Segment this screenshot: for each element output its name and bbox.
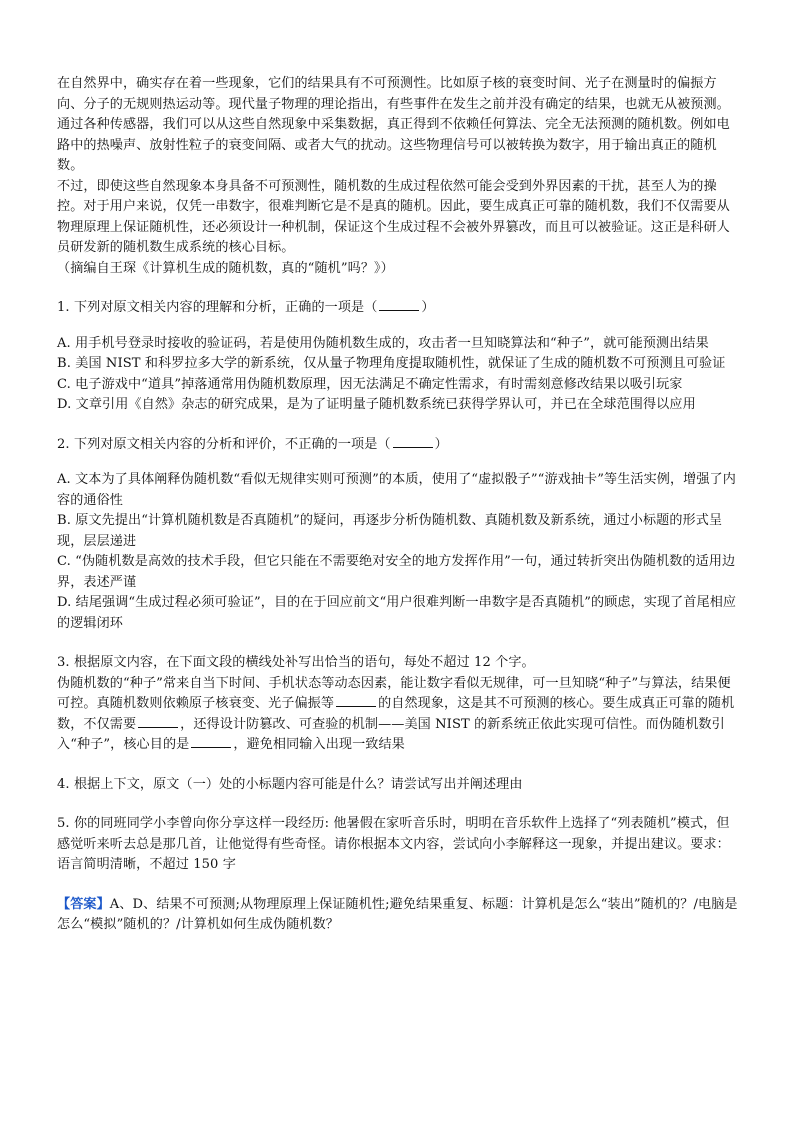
question-2-stem-text: 2. 下列对原文相关内容的分析和评价，不正确的一项是（	[57, 436, 391, 452]
passage-paragraph-2: 不过，即使这些自然现象本身具备不可预测性，随机数的生成过程依然可能会受到外界因素的干扰，甚至人为的操控。对于用户来说，仅凭一串数字，很难判断它是不是真的随机。因此，要生成真正可靠的随机数，我们不仅需要从物理原理上保证随机性，还必须设计一种机制，保证这个生成过程不会被外界篡改，而且可以被验证。这正是科研人员研发新的随机数生成系统的核心目标。	[57, 178, 730, 255]
fill-blank-2	[138, 715, 178, 728]
question-3-text-part-2: 的自然现象，这是其不可预测的核心。要生成真正可靠的随机数，不仅需要	[57, 696, 735, 732]
answer-tag: 【答案】	[57, 896, 110, 912]
question-1-stem	[57, 298, 741, 319]
question-3-stem: 3. 根据原文内容，在下面文段的横线处补写出恰当的语句，每处不超过 12 个字。	[57, 655, 535, 670]
question-1-option-d: D. 文章引用《自然》杂志的研究成果，是为了证明量子随机数系统已获得学界认可，并已在全球范围得以应用	[57, 397, 696, 412]
fill-blank-3	[191, 735, 231, 748]
answer-block	[57, 895, 741, 936]
question-2-stem-end: ）	[434, 436, 448, 452]
question-1-stem-text: 1. 下列对原文相关内容的理解和分析，正确的一项是（	[57, 300, 378, 315]
answer-blank	[393, 435, 433, 448]
question-1-option-c: C. 电子游戏中“道具”掉落通常用伪随机数原理，因无法满足不确定性需求，有时需刻意修改结果以吸引玩家	[57, 376, 683, 392]
question-1-option-a: A. 用手机号登录时接收的验证码，若是使用伪随机数生成的，攻击者一旦知晓算法和“种子”，就可能预测出结果	[57, 335, 709, 351]
question-3-fill-text	[57, 674, 741, 756]
question-3-text-part-3: ，还得设计防篡改、可查验的机制——美国 NIST 的新系统正依此实现可信性。而伪随机数引入“种子”，核心目的是	[57, 716, 725, 752]
question-3-text-part-4: ，避免相同输入出现一致结果	[233, 737, 405, 752]
question-2-stem	[57, 435, 741, 456]
question-4-stem: 4. 根据上下文，原文（一）处的小标题内容可能是什么？请尝试写出并阐述理由	[57, 776, 523, 792]
question-3-text-part-1: 伪随机数的“种子”常来自当下时间、手机状态等动态因素，能让数字看似无规律，可一旦知晓“种子”与算法，结果便可控。真随机数则依赖原子核衰变、光子偏振等	[57, 675, 731, 711]
question-5-stem: 5. 你的同班同学小李曾向你分享这样一段经历: 他暑假在家听音乐时，明明在音乐软件上选择了“列表随机”模式，但感觉听来听去总是那几首，让他觉得有些奇怪。请你根据本文内容，尝试向小李解释这一现象，并提出建议。要求：语言简明清晰，不超过 150 字	[57, 816, 730, 872]
question-2-option-a: A. 文本为了具体阐释伪随机数“看似无规律实则可预测”的本质，使用了“虚拟骰子”“游戏抽卡”等生活实例，增强了内容的通俗性	[57, 472, 736, 508]
answer-blank	[379, 298, 419, 311]
question-2-option-b: B. 原文先提出“计算机随机数是否真随机”的疑问，再逐步分析伪随机数、真随机数及新系统，通过小标题的形式呈现，层层递进	[57, 513, 723, 549]
question-1-option-b: B. 美国 NIST 和科罗拉多大学的新系统，仅从量子物理角度提取随机性，就保证了生成的随机数不可预测且可验证	[57, 356, 726, 371]
passage-source: （摘编自王琛《计算机生成的随机数，真的“随机”吗？》）	[57, 260, 394, 276]
document-page	[57, 74, 741, 936]
question-2-option-c: C. “伪随机数是高效的技术手段，但它只能在不需要绝对安全的地方发挥作用”一句，通过转折突出伪随机数的适用边界，表述严谨	[57, 554, 736, 590]
question-2-option-d: D. 结尾强调“生成过程必须可验证”，目的在于回应前文“用户很难判断一串数字是否真随机”的顾虑，实现了首尾相应的逻辑闭环	[57, 595, 737, 631]
answer-text: A、D、结果不可预测;从物理原理上保证随机性;避免结果重复、标题：计算机是怎么“装出”随机的？/电脑是怎么“模拟”随机的？/计算机如何生成伪随机数？	[57, 896, 738, 932]
passage-paragraph-1: 在自然界中，确实存在着一些现象，它们的结果具有不可预测性。比如原子核的衰变时间、光子在测量时的偏振方向、分子的无规则热运动等。现代量子物理的理论指出，有些事件在发生之前并没有确定的结果，也就无从被预测。通过各种传感器，我们可以从这些自然现象中采集数据，真正得到不依赖任何算法、完全无法预测的随机数。例如电路中的热噪声、放射性粒子的衰变间隔、或者大气的扰动。这些物理信号可以被转换为数字，用于输出真正的随机数。	[57, 76, 730, 173]
fill-blank-1	[336, 694, 376, 707]
question-1-stem-end: ）	[421, 300, 435, 315]
